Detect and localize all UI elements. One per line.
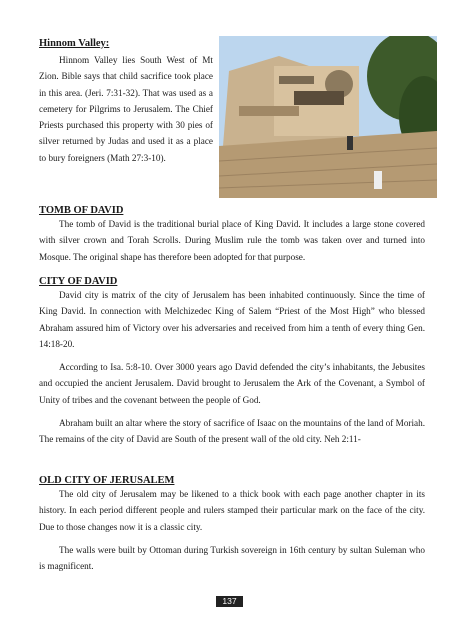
city-paragraph-3: Abraham built an altar where the story of sacrifice of Isaac on the mountains of the land of Moriah. The remains of the city of David are South of the present wall of the old city. Neh 2:11- [39, 418, 425, 445]
old-city-heading: OLD CITY OF JERUSALEM [39, 475, 175, 486]
hinnom-section [39, 52, 213, 166]
church-photo-graphic [219, 36, 437, 198]
city-section [39, 276, 425, 448]
city-paragraph-2: According to Isa. 5:8-10. Over 3000 years ago David defended the city’s inhabitants, the Jebusites and occupied the ancient Jerusalem. David brought to Jerusalem the Ark of the Covenant, a Symbol of Unity of tribes and the covenant between the people of God. [39, 362, 425, 405]
hinnom-heading: Hinnom Valley: [39, 38, 110, 49]
old-city-paragraph-1: The old city of Jerusalem may be likened to a thick book with each page another chapter in its history. In each period different people and rulers stamped their particular mark on the face of the city. Due to those changes now it is a classic city. [39, 489, 425, 532]
old-city-paragraph-2: The walls were built by Ottoman during Turkish sovereign in 16th century by sultan Suleman who is magnificent. [39, 544, 425, 572]
page-number: 137 [216, 596, 243, 607]
tomb-heading: TOMB OF DAVID [39, 205, 124, 216]
city-paragraph-1: David city is matrix of the city of Jerusalem has been inhabited continuously. Since the time of King David. In connection with Melchizedec King of Salem “Priest of the Most High” who blessed Abraham assured him of Victory over his adversaries and received from him a tenth of every thing Gen. 14:18-20. [39, 290, 425, 349]
tomb-text: The tomb of David is the traditional burial place of King David. It includes a large stone covered with silver crown and Torah Scrolls. During Muslim rule the tomb was taken over and turned into Mosque. The original shape has therefore been adopted for that purpose. [39, 219, 425, 262]
church-photo [219, 36, 437, 198]
city-heading: CITY OF DAVID [39, 276, 118, 287]
hinnom-text: Hinnom Valley lies South West of Mt Zion. Bible says that child sacrifice took place in this area. (Jeri. 7:31-32). That was used as a cemetery for Pilgrims to Jerusalem. The Chief Priests purchased this property with 30 pies of silver returned by Judas and used it as a place to bury foreigners (Math 27:3-10). [39, 55, 213, 163]
tomb-section [39, 205, 425, 265]
old-city-section [39, 475, 425, 574]
